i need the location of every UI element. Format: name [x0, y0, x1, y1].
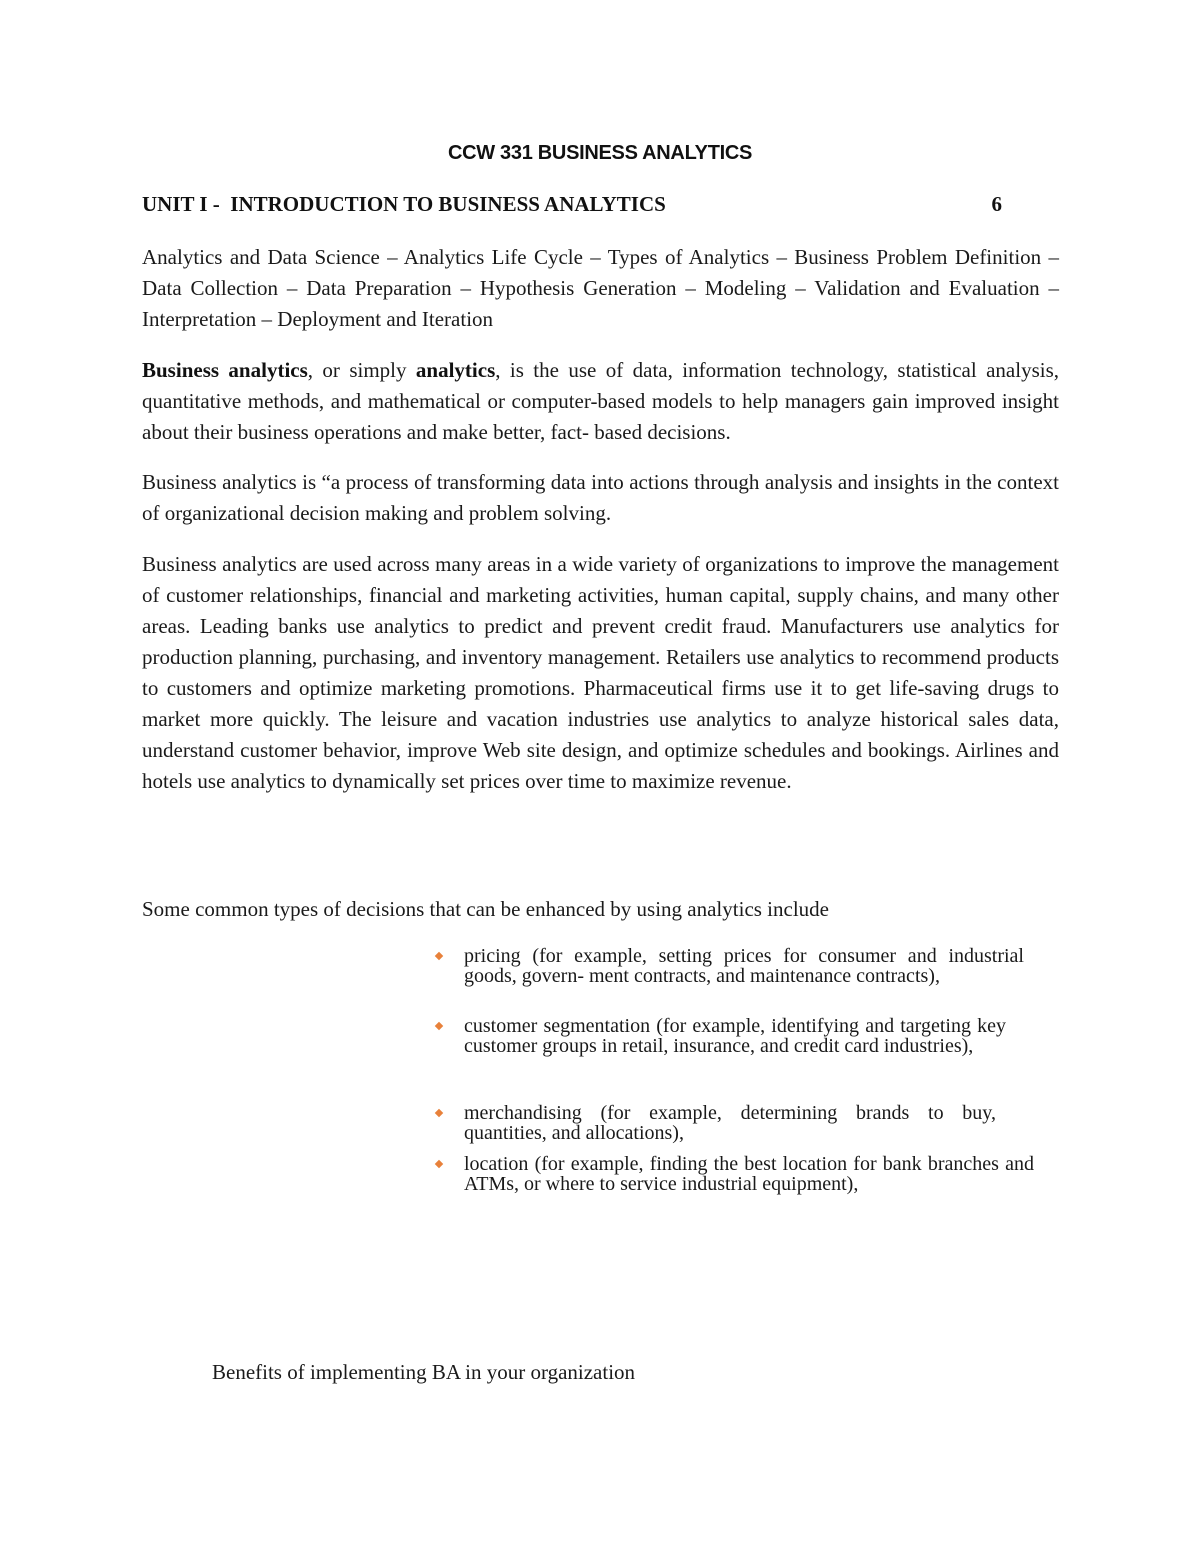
syllabus-paragraph: Analytics and Data Science – Analytics Life Cycle – Types of Analytics – Business Problem Definition – Data Collection – Data Preparation – Hypothesis Generation – Modeling – Validation and Evaluation – Interpretation – Deployment and Iteration: [142, 245, 1059, 331]
decisions-intro: Some common types of decisions that can be enhanced by using analytics include: [142, 897, 829, 921]
benefits-heading: Benefits of implementing BA in your organization: [212, 1360, 636, 1384]
list-item-text: merchandising (for example, determining brands to buy, quantities, and allocations),: [464, 1102, 996, 1144]
list-item: [436, 1016, 1006, 1056]
unit-heading: [142, 192, 1002, 217]
list-item: [436, 1154, 1034, 1194]
uses-paragraph: Business analytics are used across many areas in a wide variety of organizations to improve the management of customer relationships, financial and marketing activities, human capital, supply chains, and many other areas. Leading banks use analytics to predict and prevent credit fraud. Manufacturers use analytics for production planning, purchasing, and inventory management. Retailers use analytics to recommend products to customers and optimize marketing promotions. Pharmaceutical firms use it to get life-saving drugs to market more quickly. The leisure and vacation industries use analytics to analyze historical sales data, understand customer behavior, improve Web site design, and optimize schedules and bookings. Airlines and hotels use analytics to dynamically set prices over time to maximize revenue.: [142, 552, 1059, 793]
definition-part-1: , or simply: [307, 358, 416, 382]
process-paragraph: Business analytics is “a process of transforming data into actions through analysis and insights in the context of organizational decision making and problem solving.: [142, 470, 1059, 525]
definition-part-2: , is the use of data, information technology, statistical analysis, quantitative methods, and mathematical or computer-based models to help managers gain improved insight about their business operations and make better, fact- based decisions.: [142, 358, 1060, 444]
diamond-bullet-icon: [435, 1160, 443, 1168]
diamond-bullet-icon: [435, 1022, 443, 1030]
term-analytics: analytics: [415, 358, 496, 382]
diamond-bullet-icon: [435, 1109, 443, 1117]
list-item-text: pricing (for example, setting prices for consumer and industrial goods, govern- ment contracts, and maintenance contracts),: [464, 945, 1024, 987]
unit-heading-text: UNIT I - INTRODUCTION TO BUSINESS ANALYTICS: [142, 192, 666, 216]
definition-paragraph: [142, 355, 1059, 448]
document-title: CCW 331 BUSINESS ANALYTICS: [447, 142, 753, 164]
list-item: [436, 1103, 996, 1143]
diamond-bullet-icon: [435, 952, 443, 960]
unit-hours: 6: [991, 192, 1002, 216]
list-item-text: location (for example, finding the best location for bank branches and ATMs, or where to service industrial equipment),: [464, 1153, 1034, 1195]
term-business-analytics: Business analytics: [142, 358, 308, 382]
list-item-text: customer segmentation (for example, identifying and targeting key customer groups in retail, insurance, and credit card industries),: [464, 1015, 1006, 1057]
list-item: [436, 946, 1024, 986]
